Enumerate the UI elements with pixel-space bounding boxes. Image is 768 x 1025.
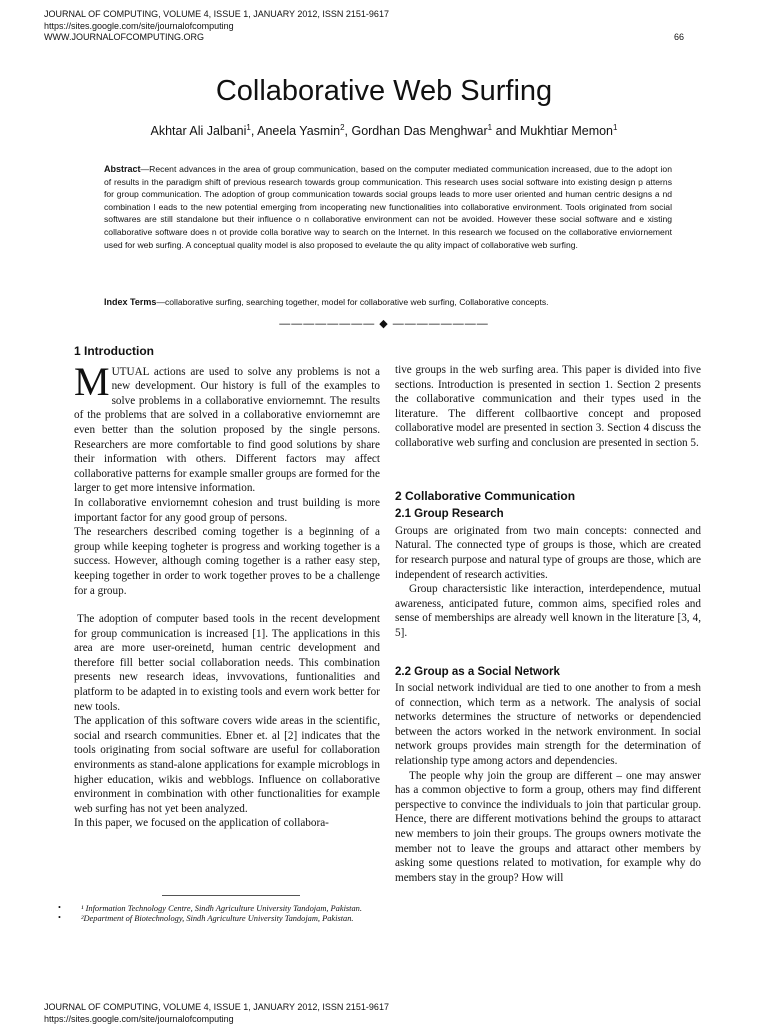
abstract <box>104 163 672 251</box>
paper-title: Collaborative Web Surfing <box>0 75 768 108</box>
body-paragraph: Group charactersistic like interaction, interdependence, mutual awareness, anticipated future, common aims, specified roles and sense of memberships are already well known in the literature [3, 4, 5]. <box>395 582 701 640</box>
footer-url-line: https://sites.google.com/site/journalofcomputing <box>44 1014 389 1025</box>
author-name: Akhtar Ali Jalbani <box>151 124 247 138</box>
footnote-affiliation-1: • ¹ Information Technology Centre, Sindh Agriculture University Tandojam, Pakistan. <box>58 904 398 914</box>
intro-paragraph: In collaborative enviornemnt cohesion and trust building is more important factor for any good group of persons. <box>74 496 380 525</box>
author-affiliation-mark: 1 <box>613 123 617 132</box>
author-name: Gordhan Das Menghwar <box>351 124 487 138</box>
author-name: Aneela Yasmin <box>257 124 340 138</box>
footer-journal-line: JOURNAL OF COMPUTING, VOLUME 4, ISSUE 1, JANUARY 2012, ISSN 2151-9617 <box>44 1002 389 1014</box>
intro-paragraph: The researchers described coming together is a beginning of a group while keeping togheter is progress and working together is a success. However, although coming together is a rather easy step, keeping together in order to work together proves to be a challenge for a group. <box>74 525 380 598</box>
section-heading-introduction: 1 Introduction <box>74 344 380 359</box>
running-footer <box>44 1002 389 1025</box>
footnotes <box>58 904 398 924</box>
header-url-line: https://sites.google.com/site/journalofcomputing <box>44 21 684 33</box>
header-journal-line: JOURNAL OF COMPUTING, VOLUME 4, ISSUE 1, JANUARY 2012, ISSN 2151-9617 <box>44 9 684 21</box>
body-paragraph: Groups are originated from two main concepts: connected and Natural. The connected type of groups is those, which are created for research purpose and natural type of groups are those, which are independent of research activities. <box>395 524 701 582</box>
subsection-heading-social-network: 2.2 Group as a Social Network <box>395 665 701 680</box>
intro-paragraph: MUTUAL actions are used to solve any problems is not a new development. Our history is full of the examples to solve problems in a collaborative enviornemnt. The results of the problems that are solved in a collaborative enviornemnt are even better than the solution proposed by the single persons. Researchers are more comfortable to find good solutions by share their information with others. Different factors may affect collaborative patterns for example smaller groups are formed for the larger to get more intensive information. <box>74 365 380 496</box>
author-affiliation-mark: 1 <box>246 123 250 132</box>
body-paragraph: The people why join the group are different – one may answer has a common objective to form a group, others may find different perspective to convince the individuals to join that particular group. Hence, there are different motivations behind the groups to attaract new members to join their groups. The groups owners motivate the member not to leave the groups and attaract other members by asking some questions related to motivation, for example why do members stay in the group? How will <box>395 769 701 886</box>
bullet-icon: • <box>58 913 61 923</box>
author-affiliation-mark: 2 <box>340 123 344 132</box>
section-heading-collaborative-communication: 2 Collaborative Communication <box>395 489 701 504</box>
body-paragraph: In social network individual are tied to one another to from a mesh of connection, which term as a network. The analysis of social networks determines the structure of networks or dependencied between the actors worked in the network environment. In social network groups provides main strength for the determination of relationship type among actors and dependencies. <box>395 681 701 769</box>
left-column <box>74 344 380 831</box>
bullet-icon: • <box>58 903 61 913</box>
running-header <box>44 9 684 44</box>
section-separator: ———————— ◆ ———————— <box>0 317 768 330</box>
footnote-affiliation-2: • ²Department of Biotechnology, Sindh Agriculture University Tandojam, Pakistan. <box>58 914 398 924</box>
abstract-text: —Recent advances in the area of group communication, based on the computer mediated communication increased, due to the adopt ion of results in the paradigm shift of previous research towards group communication. This research uses social software into existing design p atterns for group communication. The adoption of group communication towards social groups leads to more user oriented and human centric designs a nd combination l eads to the new potential emerging from incoperating new functionalities into collaborative environment. Tools originated from social softwares are still standalone but their influence o n collaborative environment can not be avoided. However these social software and e xisting collaborative software does n ot provide colla borative way to search on the Internet. In this research we focused on the collaborative enviornement used for web surfing. A conceptual quality model is also proposed to evelaute the qu ality impact of collaborative web surfing. <box>104 164 672 250</box>
index-terms-label: Index Terms <box>104 297 156 307</box>
intro-paragraph: In this paper, we focused on the application of collabora- <box>74 816 380 831</box>
author-affiliation-mark: 1 <box>488 123 492 132</box>
author-list: Akhtar Ali Jalbani$^1$, Aneela Yasmin$^2$, Gordhan Das Menghwar$^1$ and Mukhtiar Memon$^1$ <box>0 123 768 138</box>
right-column <box>395 363 701 885</box>
index-terms-text: —collaborative surfing, searching together, model for collaborative web surfing, Collaborative concepts. <box>156 297 548 307</box>
intro-paragraph-continued: tive groups in the web surfing area. This paper is divided into five sections. Introduction is presented in section 1. Section 2 presents the collaborative communication and their types used in the literature. The different collbaortive concept and proposed collaborative model are presented in section 3. Section 4 discuss the collaborative web surfing and conclusion are presented in section 5. <box>395 363 701 451</box>
page-number: 66 <box>674 32 684 44</box>
header-site-line: WWW.JOURNALOFCOMPUTING.ORG <box>44 32 684 44</box>
footnote-rule <box>162 895 300 896</box>
intro-paragraph: The adoption of computer based tools in the recent development for group communication is increased [1]. The applications in this area are more user-oreinetd, human centric development and therefore fill better social collaboration needs. This combination presents new research ideas, invvovations, funtionalities and platform to be adapted in to existing tools and evern work better for new tools. <box>74 612 380 714</box>
abstract-label: Abstract <box>104 164 141 174</box>
author-name: Mukhtiar Memon <box>520 124 613 138</box>
drop-cap: M <box>74 367 110 397</box>
intro-paragraph: The application of this software covers wide areas in the scientific, social and rsearch communities. Ebner et. al [2] indicates that the tools originating from social software are useful for collaboration environments as stand-alone applications for example microblogs in higher education, wikis and webblogs. Influence on collaborative environment in combination with other functionalities for example web surfing has not yet been analyzed. <box>74 714 380 816</box>
index-terms <box>104 297 672 307</box>
subsection-heading-group-research: 2.1 Group Research <box>395 507 701 522</box>
